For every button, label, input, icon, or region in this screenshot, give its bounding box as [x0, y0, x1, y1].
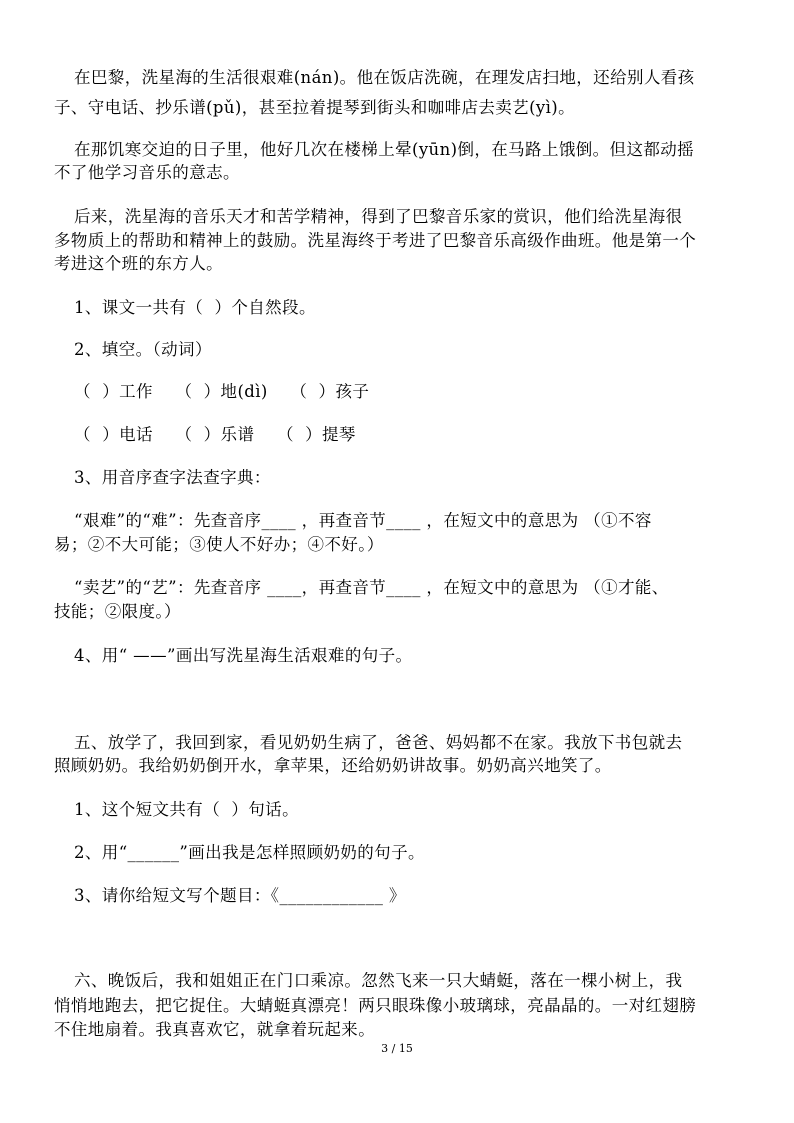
fill-in-row-2: （ ）电话 （ ）乐谱 （ ）提琴	[74, 425, 356, 444]
passage-five-question-2: 2、用“______”画出我是怎样照顾奶奶的句子。	[74, 843, 425, 862]
fill-in-row-1: （ ）工作 （ ）地(dì) （ ）孩子	[74, 382, 370, 401]
passage-six-line-3: 不住地扇着。我真喜欢它，就拿着玩起来。	[54, 1020, 376, 1039]
passage-four-question-1: 1、课文一共有（ ）个自然段。	[74, 298, 316, 317]
passage-four-p2-line-1: 在那饥寒交迫的日子里，他好几次在楼梯上晕(yūn)倒，在马路上饿倒。但这都动摇	[74, 140, 695, 159]
passage-four-p1-line-1: 在巴黎，洗星海的生活很艰难(nán)。他在饭店洗碗，在理发店扫地，还给别人看孩	[74, 68, 695, 87]
q3-yi-line-1: “卖艺”的“艺”：先查音序 ____，再查音节____ ，在短文中的意思为 （①才能、	[74, 578, 669, 597]
passage-four-question-4: 4、用“ ——”画出写洗星海生活艰难的句子。	[74, 646, 413, 665]
passage-six-line-2: 悄悄地跑去，把它捉住。大蜻蜓真漂亮！两只眼珠像小玻璃球，亮晶晶的。一对红翅膀	[54, 996, 697, 1015]
passage-four-p2-line-2: 不了他学习音乐的意志。	[54, 163, 240, 182]
q3-yi-line-2: 技能；②限度。）	[54, 602, 181, 621]
passage-five-line-2: 照顾奶奶。我给奶奶倒开水，拿苹果，还给奶奶讲故事。奶奶高兴地笑了。	[54, 756, 612, 775]
passage-five-question-3: 3、请你给短文写个题目：《____________ 》	[74, 886, 406, 905]
passage-four-question-2: 2、填空。（动词）	[74, 340, 212, 359]
passage-four-p3-line-1: 后来，洗星海的音乐天才和苦学精神，得到了巴黎音乐家的赏识，他们给洗星海很	[74, 207, 683, 226]
passage-six-line-1: 六、晚饭后，我和姐姐正在门口乘凉。忽然飞来一只大蜻蜓，落在一棵小树上，我	[74, 971, 683, 990]
passage-four-p1-line-2: 子、守电话、抄乐谱(pǔ)，甚至拉着提琴到街头和咖啡店去卖艺(yì)。	[54, 98, 576, 117]
passage-five-line-1: 五、放学了，我回到家，看见奶奶生病了，爸爸、妈妈都不在家。我放下书包就去	[74, 733, 683, 752]
passage-five-question-1: 1、这个短文共有（ ）句话。	[74, 800, 299, 819]
passage-four-p3-line-2: 多物质上的帮助和精神上的鼓励。洗星海终于考进了巴黎音乐高级作曲班。他是第一个	[54, 231, 697, 250]
page-number: 3 / 15	[381, 1042, 413, 1055]
q3-nan-line-1: “艰难”的“难”：先查音序____ ，再查音节____ ，在短文中的意思为 （①不容	[74, 511, 652, 530]
passage-four-question-3: 3、用音序查字法查字典：	[74, 468, 271, 487]
q3-nan-line-2: 易；②不大可能；③使人不好办；④不好。）	[54, 535, 384, 554]
passage-four-p3-line-3: 考进这个班的东方人。	[54, 254, 223, 273]
